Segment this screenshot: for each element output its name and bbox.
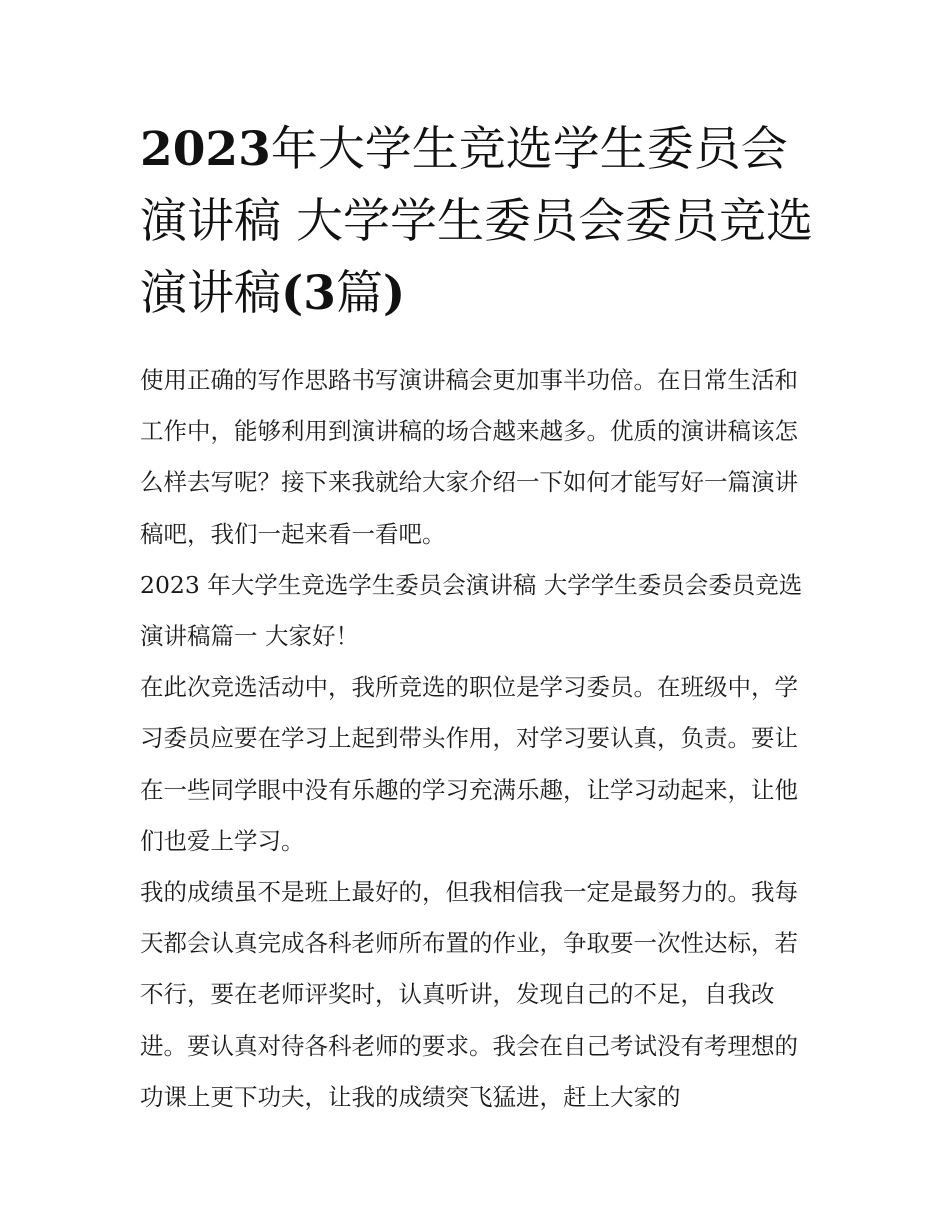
title-year: 2023 [140, 122, 271, 177]
paragraph-grades: 我的成绩虽不是班上最好的，但我相信我一定是最努力的。我每天都会认真完成各科老师所布置的作业，争取要一次性达标，若不行，要在老师评奖时，认真听讲，发现自己的不足，自我改进。要认真对待各科老师的要求。我会在自己考试没有考理想的功课上更下功夫，让我的成绩突飞猛进，赶上大家的 [140, 878, 798, 1111]
title-text-suffix: 篇 [335, 266, 383, 321]
title-paren-close: ) [382, 266, 406, 321]
title-text-main: 年大学生竞选学生委员会演讲稿 大学学生委员会委员竞选演讲稿 [140, 122, 813, 321]
document-body [140, 355, 820, 1123]
paragraph-position: 在此次竞选活动中，我所竞选的职位是学习委员。在班级中，学习委员应要在学习上起到带头作用，对学习要认真，负责。要让在一些同学眼中没有乐趣的学习充满乐趣，让学习动起来，让他们也爱上学习。 [140, 673, 798, 855]
title-count: 3 [303, 266, 336, 321]
paragraph-intro: 使用正确的写作思路书写演讲稿会更加事半功倍。在日常生活和工作中，能够利用到演讲稿的场合越来越多。优质的演讲稿该怎么样去写呢？接下来我就给大家介绍一下如何才能写好一篇演讲稿吧，我们一起来看一看吧。 [140, 366, 798, 548]
document-title [140, 114, 815, 330]
title-paren-open: ( [281, 266, 304, 321]
paragraph-subheading: 2023 年大学生竞选学生委员会演讲稿 大学学生委员会委员竞选演讲稿篇一 大家好！ [140, 570, 803, 651]
